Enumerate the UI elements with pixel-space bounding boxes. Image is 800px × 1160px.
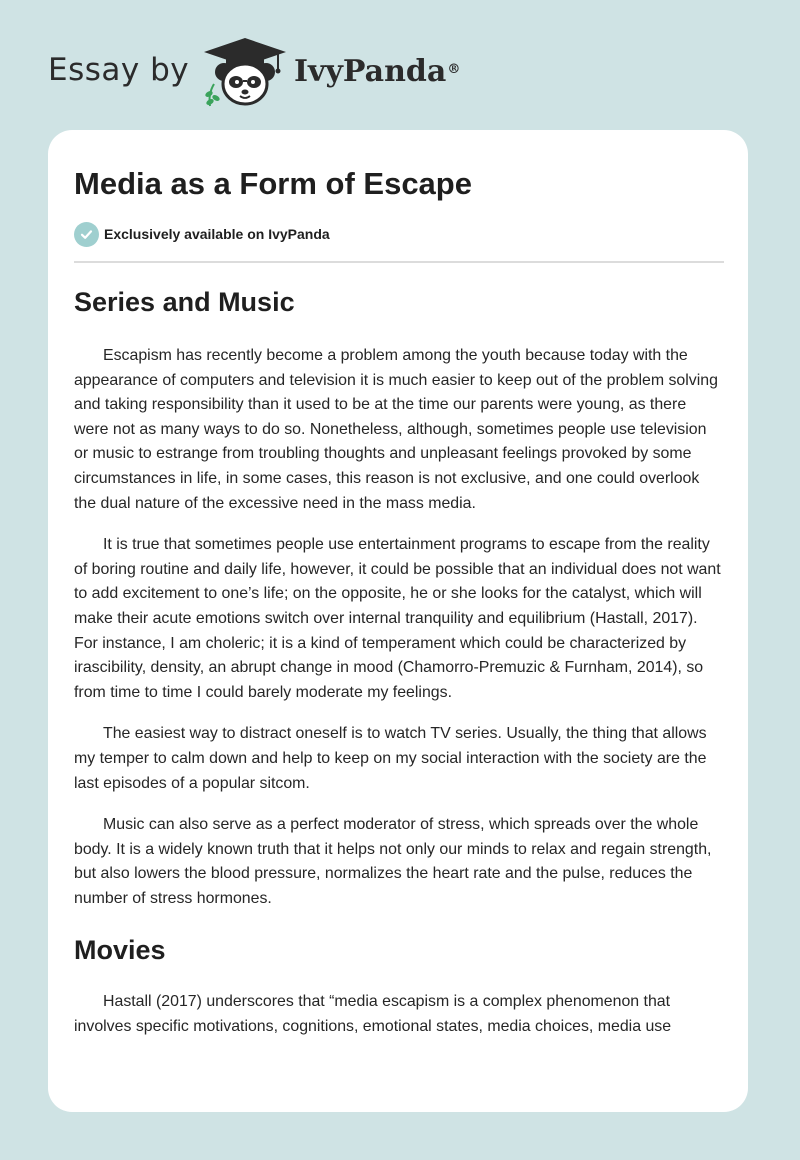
exclusive-badge (74, 221, 330, 247)
paragraph: Escapism has recently become a problem among the youth because today with the appearance of computers and television it is much easier to keep out of the problem solving and taking responsibility than it used to be at the time our parents were young, as there were not as many ways to do so. Nonetheless, although, sometimes people use television or music to estrange from troubling thoughts and unpleasant feelings provoked by some circumstances in life, in some cases, this reason is not exclusive, and one could overlook the dual nature of the excessive need in the mass media. (74, 347, 718, 512)
paragraph: It is true that sometimes people use entertainment programs to escape from the reality of boring routine and daily life, however, it could be possible that an individual does not want to add excitement to one’s life; on the opposite, he or she looks for the catalyst, which will make their acute emotions switch over internal tranquility and equilibrium (Hastall, 2017). For instance, I am choleric; it is a kind of temperament which could be characterized by irascibility, density, an abrupt change in mood (Chamorro-Premuzic & Furnham, 2014), so from time to time I could barely moderate my feelings. (74, 536, 721, 701)
essay-card (48, 130, 748, 1112)
essay-by-label: Essay by (48, 52, 190, 88)
brand-label: IvyPanda (294, 54, 447, 89)
check-icon (74, 222, 99, 247)
paragraph: Music can also serve as a perfect moderator of stress, which spreads over the whole body. It is a widely known truth that it helps not only our minds to relax and regain strength, but also lowers the blood pressure, normalizes the heart rate and the pulse, reduces the number of stress hormones. (74, 816, 712, 907)
section-heading: Series and Music (74, 287, 295, 317)
title-divider (74, 261, 724, 263)
panda-logo-icon[interactable] (200, 36, 290, 108)
paragraph: The easiest way to distract oneself is to watch TV series. Usually, the thing that allows my temper to calm down and help to keep on my social interaction with the society are the last episodes of a popular sitcom. (74, 725, 707, 792)
essay-title: Media as a Form of Escape (74, 166, 472, 201)
paragraph: Hastall (2017) underscores that “media escapism is a complex phenomenon that involves specific motivations, cognitions, emotional states, media choices, media use (74, 993, 672, 1036)
brand-name[interactable] (294, 52, 460, 92)
registered-mark: ® (447, 62, 461, 77)
site-header (0, 0, 800, 130)
essay-body (74, 280, 724, 1057)
exclusive-badge-text: Exclusively available on IvyPanda (104, 226, 330, 242)
section-heading: Movies (74, 935, 166, 966)
